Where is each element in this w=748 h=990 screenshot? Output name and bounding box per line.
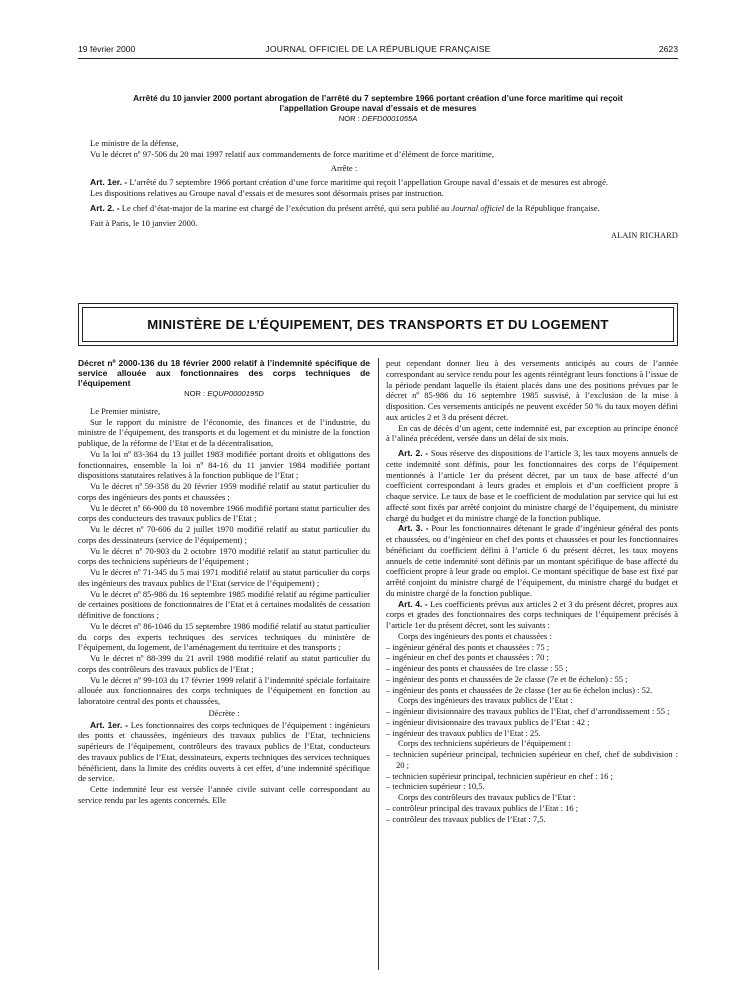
column-divider — [378, 358, 379, 970]
arrete-title: Arrêté du 10 janvier 2000 portant abrogation de l’arrêté du 7 septembre 1966 portant création d’une force maritime qui reçoit l’appellation Groupe naval d’essais et de mesures — [133, 93, 623, 113]
coefficient-list-item: – ingénieur général des ponts et chaussées : 75 ; — [386, 642, 678, 653]
decret-art3-label: Art. 3. - — [398, 523, 429, 534]
coefficient-list-item: – technicien supérieur principal, technicien supérieur en chef, chef de subdivision : 20 ; — [386, 749, 678, 771]
running-header — [78, 44, 678, 58]
decret-visa: Sur le rapport du ministre de l’économie, des finances et de l’industrie, du ministre de l’équipement, des transports et du logement et du ministre de la fonction publique, de la réforme de l’Etat et de la décentralisation, — [78, 416, 370, 448]
decret-article-1-p3: En cas de décès d’un agent, cette indemnité est, par exception au principe énoncé à l’alinéa précédent, versée dans un délai de six mois. — [386, 422, 678, 444]
decret-title: Décret nº 2000-136 du 18 février 2000 relatif à l’indemnité spécifique de service allouée aux fonctionnaires des corps techniques de l’équipement — [78, 358, 370, 388]
decret-visa: Vu le décret nº 59-358 du 20 février 1959 modifié relatif au statut particulier du corps des ingénieurs des ponts et chaussées ; — [78, 481, 370, 502]
decret-art4-label: Art. 4. - — [398, 598, 428, 609]
arrete-art1-text: L’arrêté du 7 septembre 1966 portant création d’une force maritime qui reçoit l’appellation Groupe naval d’essais et de mesures est abrogé. — [129, 177, 609, 188]
decret-article-3 — [386, 523, 678, 598]
decret-visa: Vu le décret nº 85-986 du 16 septembre 1985 modifié relatif au régime particulier de certaines positions de fonctionnaires de l’Etat et à certaines modalités de cessation définitive de fonctions ; — [78, 588, 370, 620]
journal-officiel-italic: Journal officiel — [451, 202, 505, 213]
coefficient-list-item: – contrôleur principal des travaux publics de l’Etat : 16 ; — [386, 803, 678, 814]
coefficient-list-item: – technicien supérieur principal, technicien supérieur en chef : 16 ; — [386, 771, 678, 782]
header-divider — [78, 58, 678, 59]
coefficient-group-heading: Corps des ingénieurs des travaux publics de l’Etat : — [398, 695, 573, 706]
coefficient-list-item: – contrôleur des travaux publics de l’Etat : 7,5. — [386, 814, 678, 825]
arrete-nor — [78, 114, 678, 125]
coefficient-groups — [386, 631, 678, 825]
decret-art2-text: Sous réserve des dispositions de l’article 3, les taux moyens annuels de cette indemnité sont définis, pour les fonctionnaires des corps de l’équipement mentionnés à l’article 1er du présent décret, par un taux de base affecté d’un coefficient correspondant à leurs grades et emplois et d’un coefficient propre à chaque service. Le taux de base et le coefficient de modulation par service qui lui est affecté sont fixés par arrêté conjoint du ministre chargé de l’équipement, du ministre chargé du budget et du ministre chargé de la fonction publique. — [386, 448, 679, 523]
arrete-article-2 — [78, 203, 678, 214]
decret-art4-text: Les coefficients prévus aux articles 2 et 3 du présent décret, propres aux corps et grades des fonctionnaires des corps techniques de l’équipement précisés à l’article 1er du présent décret, sont les suivants : — [386, 598, 678, 630]
decret-visa: Vu le décret nº 88-399 du 21 avril 1988 modifié relatif au statut particulier du corps des contrôleurs des travaux publics de l’Etat ; — [78, 653, 370, 674]
decret-article-1-continued: peut cependant donner lieu à des versements anticipés au cours de l’année correspondant au service rendu pour les agents réintégrant leurs fonctions à l’issue de la période pendant laquelle ils étaient placés dans une des positions prévues par le décret nº 85-986 du 16 septembre 1985 susvisé, à l’exclusion de la mise à disposition. Ces versements anticipés ne peuvent excéder 50 % du taux moyen défini aux articles 2 et 3 du présent décret. — [386, 358, 678, 422]
decret-visa: Vu le décret nº 66-900 du 18 novembre 1966 modifié portant statut particulier des corps des conducteurs des travaux publics de l’Etat ; — [78, 502, 370, 524]
coefficient-list-item: – ingénieur des travaux publics de l’Etat : 25. — [386, 728, 678, 739]
header-page-number: 2623 — [658, 44, 678, 54]
arrete-fait: Fait à Paris, le 10 janvier 2000. — [90, 217, 198, 228]
decret-art1-label: Art. 1er. - — [90, 719, 129, 730]
coefficient-group-heading: Corps des techniciens supérieurs de l’équipement : — [398, 738, 571, 749]
coefficient-group-heading: Corps des contrôleurs des travaux publics de l’Etat : — [398, 792, 576, 802]
arrete-signature: ALAIN RICHARD — [611, 231, 678, 241]
arrete-intro: Le ministre de la défense, — [90, 137, 179, 148]
decret-left-column — [78, 358, 370, 806]
decret-visa: Vu le décret nº 99-103 du 17 février 1999 relatif à l’indemnité spéciale forfaitaire allouée aux fonctionnaires des corps techniques de l’équipement en fonction au laboratoire central des ponts et chaussées, — [78, 674, 370, 706]
decret-art2-label: Art. 2. - — [398, 448, 429, 458]
decret-article-1 — [78, 720, 370, 785]
decret-verb: Décrète : — [208, 707, 240, 718]
decret-visa: Vu le décret nº 71-345 du 5 mai 1971 modifié relatif au statut particulier du corps des ingénieurs des travaux publics de l’Etat (service de l’équipement) ; — [78, 567, 370, 588]
ministry-title: MINISTÈRE DE L’ÉQUIPEMENT, DES TRANSPORTS ET DU LOGEMENT — [82, 307, 674, 342]
coefficient-group-heading: Corps des ingénieurs des ponts et chaussées : — [398, 630, 552, 641]
decret-art1-text: Les fonctionnaires des corps techniques de l’équipement : ingénieurs des ponts et chaussées, ingénieurs des travaux publics de l’Etat, techniciens supérieurs de l’équipement, contrôleurs des travaux publics de l’Etat, conducteurs des travaux publics de l’Etat, dessinateurs, experts techniques des services techniques bénéficient, dans la limite des crédits ouverts à cet effet, d’une indemnité spécifique de service. — [78, 719, 371, 784]
decret-visa: Vu le décret nº 86-1046 du 15 septembre 1986 modifié relatif au statut particulier du corps des experts techniques des services techniques du ministère de l’équipement, du logement, de l’aménagement du territoire et des transports ; — [78, 620, 370, 653]
arrete-art2-text: Le chef d’état-major de la marine est chargé de l’exécution du présent arrêté, qui sera publié au — [121, 202, 450, 213]
arrete-verb: Arrête : — [330, 163, 358, 174]
ministry-banner — [78, 303, 678, 346]
arrete-nor-label: NOR : — [338, 114, 360, 123]
arrete-article-1-p2: Les dispositions relatives au Groupe naval d’essais et de mesures sont désormais prises par instruction. — [90, 187, 444, 198]
arrete-section — [78, 93, 678, 242]
header-journal-title: JOURNAL OFFICIEL DE LA RÉPUBLIQUE FRANÇAISE — [265, 44, 491, 54]
arrete-art2-label: Art. 2. - — [90, 202, 120, 213]
decret-nor-code: EQUP0000195D — [207, 389, 264, 398]
arrete-nor-code: DEFD0001055A — [361, 114, 418, 123]
coefficient-list-item: – ingénieur divisionnaire des travaux publics de l’Etat : 42 ; — [386, 717, 678, 728]
decret-visa: Vu la loi nº 83-364 du 13 juillet 1983 modifiée portant droits et obligations des fonctionnaires, ensemble la loi nº 84-16 du 11 janvier 1984 modifiée portant dispositions statutaires relatives à la fonction publique de l’Etat ; — [78, 448, 370, 481]
decret-art3-text: Pour les fonctionnaires détenant le grade d’ingénieur général des ponts et chaussées, ou d’ingénieur en chef des ponts et chaussées et pour les fonctionnaires bénéficiant du coefficient défini à l’article 6 du présent décret, les taux moyens annuels de cette indemnité sont définis par un montant spécifique de base affecté du coefficient propre à leur grade ou emploi. Ce montant spécifique de base est fixé par arrêté conjoint du ministre chargé de l’équipement, du ministre chargé du budget et du ministre chargé de la fonction publique. — [386, 523, 678, 598]
arrete-art1-label: Art. 1er. - — [90, 177, 128, 188]
decret-right-column — [386, 358, 678, 824]
arrete-vu: Vu le décret nº 97-506 du 20 mai 1997 relatif aux commandements de force maritime et d’élément de force maritime, — [90, 148, 494, 159]
coefficient-list-item: – ingénieur des ponts et chaussées de 2e classe (7e et 8e échelon) : 55 ; — [386, 674, 678, 685]
header-date: 19 février 2000 — [78, 44, 136, 54]
coefficient-list-item: – technicien supérieur : 10,5. — [386, 781, 678, 792]
coefficient-list-item: – ingénieur en chef des ponts et chaussées : 70 ; — [386, 652, 678, 663]
coefficient-list-item: – ingénieur des ponts et chaussées de 1re classe : 55 ; — [386, 663, 678, 674]
arrete-article-1 — [78, 177, 678, 188]
decret-visa: Vu le décret nº 70-903 du 2 octobre 1970 modifié relatif au statut particulier du corps des techniciens supérieurs de l’équipement ; — [78, 545, 370, 567]
decret-article-1-p2: Cette indemnité leur est versée l’année civile suivant celle correspondant au service rendu par les agents concernés. Elle — [78, 784, 370, 805]
coefficient-list-item: – ingénieur des ponts et chaussées de 2e classe (1er au 6e échelon inclus) : 52. — [386, 685, 678, 696]
decret-nor-label: NOR : — [184, 389, 206, 398]
coefficient-list-item: – ingénieur divisionnaire des travaux publics de l’Etat, chef d’arrondissement : 55 ; — [386, 706, 678, 717]
arrete-art2-text-end: de la République française. — [506, 202, 600, 213]
decret-intro: Le Premier ministre, — [90, 405, 161, 416]
decret-article-4 — [386, 599, 678, 631]
decret-visa: Vu le décret nº 70-606 du 2 juillet 1970 modifié relatif au statut particulier du corps des dessinateurs (service de l’équipement) ; — [78, 524, 370, 545]
decret-article-2 — [386, 448, 678, 523]
decret-nor — [78, 389, 370, 400]
decret-visas — [78, 406, 370, 707]
